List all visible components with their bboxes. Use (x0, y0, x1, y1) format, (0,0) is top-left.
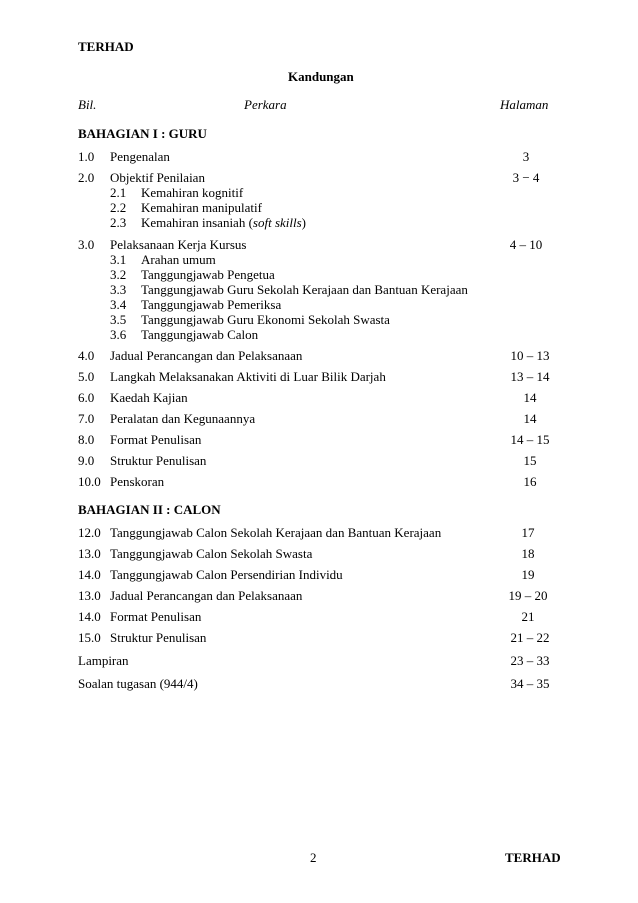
toc-no: 10.0 (78, 474, 101, 489)
toc-no: 9.0 (78, 453, 95, 468)
toc-page: 23 – 33 (510, 653, 550, 668)
toc-page: 15 (523, 453, 537, 468)
toc-no: 8.0 (78, 432, 95, 447)
column-page-header: Halaman (500, 97, 549, 112)
toc-no: 14.0 (78, 567, 101, 582)
toc-page: 17 (521, 525, 535, 540)
toc-subno: 3.5 (110, 312, 127, 327)
toc-subno: 3.1 (110, 252, 127, 267)
toc-no: 4.0 (78, 348, 95, 363)
toc-page: 19 (521, 567, 535, 582)
toc-entry: Tanggungjawab Calon Persendirian Individu (110, 567, 343, 582)
toc-subno: 3.6 (110, 327, 127, 342)
toc-page: 4 – 10 (509, 237, 543, 252)
toc-subentry: Tanggungjawab Calon (141, 327, 259, 342)
toc-entry: Format Penulisan (110, 609, 202, 624)
toc-no: 15.0 (78, 630, 101, 645)
toc-entry: Jadual Perancangan dan Pelaksanaan (110, 588, 303, 603)
toc-page: 3 (522, 149, 530, 164)
toc-no: 5.0 (78, 369, 95, 384)
restricted-label-bottom: TERHAD (505, 850, 561, 865)
toc-entry: Pengenalan (110, 149, 170, 164)
toc-entry-appendix: Lampiran (78, 653, 129, 668)
section-heading-part2: BAHAGIAN II : CALON (78, 502, 221, 517)
toc-page: 14 (523, 411, 537, 426)
toc-page: 34 – 35 (510, 676, 550, 691)
toc-entry: Langkah Melaksanakan Aktiviti di Luar Bilik Darjah (110, 369, 386, 384)
toc-entry: Format Penulisan (110, 432, 202, 447)
toc-page: 21 – 22 (510, 630, 550, 645)
toc-entry: Kaedah Kajian (110, 390, 188, 405)
section-heading-part1: BAHAGIAN I : GURU (78, 126, 207, 141)
restricted-label-top: TERHAD (78, 39, 134, 54)
toc-page: 21 (521, 609, 535, 624)
toc-entry: Struktur Penulisan (110, 630, 207, 645)
toc-no: 6.0 (78, 390, 95, 405)
page-title: Kandungan (288, 69, 354, 84)
toc-subentry-after: ) (301, 215, 307, 230)
toc-subentry: Kemahiran manipulatif (141, 200, 262, 215)
toc-page: 19 – 20 (508, 588, 548, 603)
toc-entry: Tanggungjawab Calon Sekolah Kerajaan dan Bantuan Kerajaan (110, 525, 442, 540)
toc-page: 14 – 15 (510, 432, 550, 447)
toc-entry: Struktur Penulisan (110, 453, 207, 468)
toc-no: 3.0 (78, 237, 95, 252)
toc-subno: 2.2 (110, 200, 127, 215)
toc-subentry: Tanggungjawab Guru Ekonomi Sekolah Swasta (141, 312, 390, 327)
toc-no: 7.0 (78, 411, 95, 426)
toc-entry: Pelaksanaan Kerja Kursus (110, 237, 247, 252)
toc-page: 14 (523, 390, 537, 405)
toc-entry: Jadual Perancangan dan Pelaksanaan (110, 348, 303, 363)
toc-subno: 2.3 (110, 215, 127, 230)
toc-entry: Penskoran (110, 474, 165, 489)
toc-subno: 3.3 (110, 282, 127, 297)
toc-subentry (141, 215, 306, 230)
toc-page: 3 − 4 (512, 170, 540, 185)
toc-no: 13.0 (78, 546, 101, 561)
toc-entry-assignment: Soalan tugasan (944/4) (78, 676, 198, 691)
toc-subno: 3.4 (110, 297, 127, 312)
toc-page: 16 (523, 474, 537, 489)
toc-entry: Objektif Penilaian (110, 170, 205, 185)
toc-subentry: Arahan umum (141, 252, 216, 267)
toc-page: 18 (521, 546, 535, 561)
toc-no: 12.0 (78, 525, 101, 540)
toc-subentry: Tanggungjawab Pemeriksa (141, 297, 282, 312)
toc-page: 13 – 14 (510, 369, 550, 384)
toc-no: 14.0 (78, 609, 101, 624)
toc-subno: 3.2 (110, 267, 127, 282)
toc-subentry-italic: soft skills (252, 215, 302, 230)
toc-subno: 2.1 (110, 185, 127, 200)
toc-subentry: Kemahiran kognitif (141, 185, 244, 200)
toc-no: 2.0 (78, 170, 95, 185)
toc-no: 13.0 (78, 588, 101, 603)
toc-entry: Peralatan dan Kegunaannya (110, 411, 256, 426)
column-item-header: Perkara (244, 97, 287, 112)
page-number: 2 (310, 850, 317, 865)
toc-entry: Tanggungjawab Calon Sekolah Swasta (110, 546, 313, 561)
toc-no: 1.0 (78, 149, 95, 164)
column-no-header: Bil. (78, 97, 97, 112)
toc-subentry-text: Kemahiran insaniah ( (141, 215, 253, 230)
toc-subentry: Tanggungjawab Guru Sekolah Kerajaan dan Bantuan Kerajaan (141, 282, 468, 297)
toc-subentry: Tanggungjawab Pengetua (141, 267, 275, 282)
toc-page: 10 – 13 (510, 348, 550, 363)
